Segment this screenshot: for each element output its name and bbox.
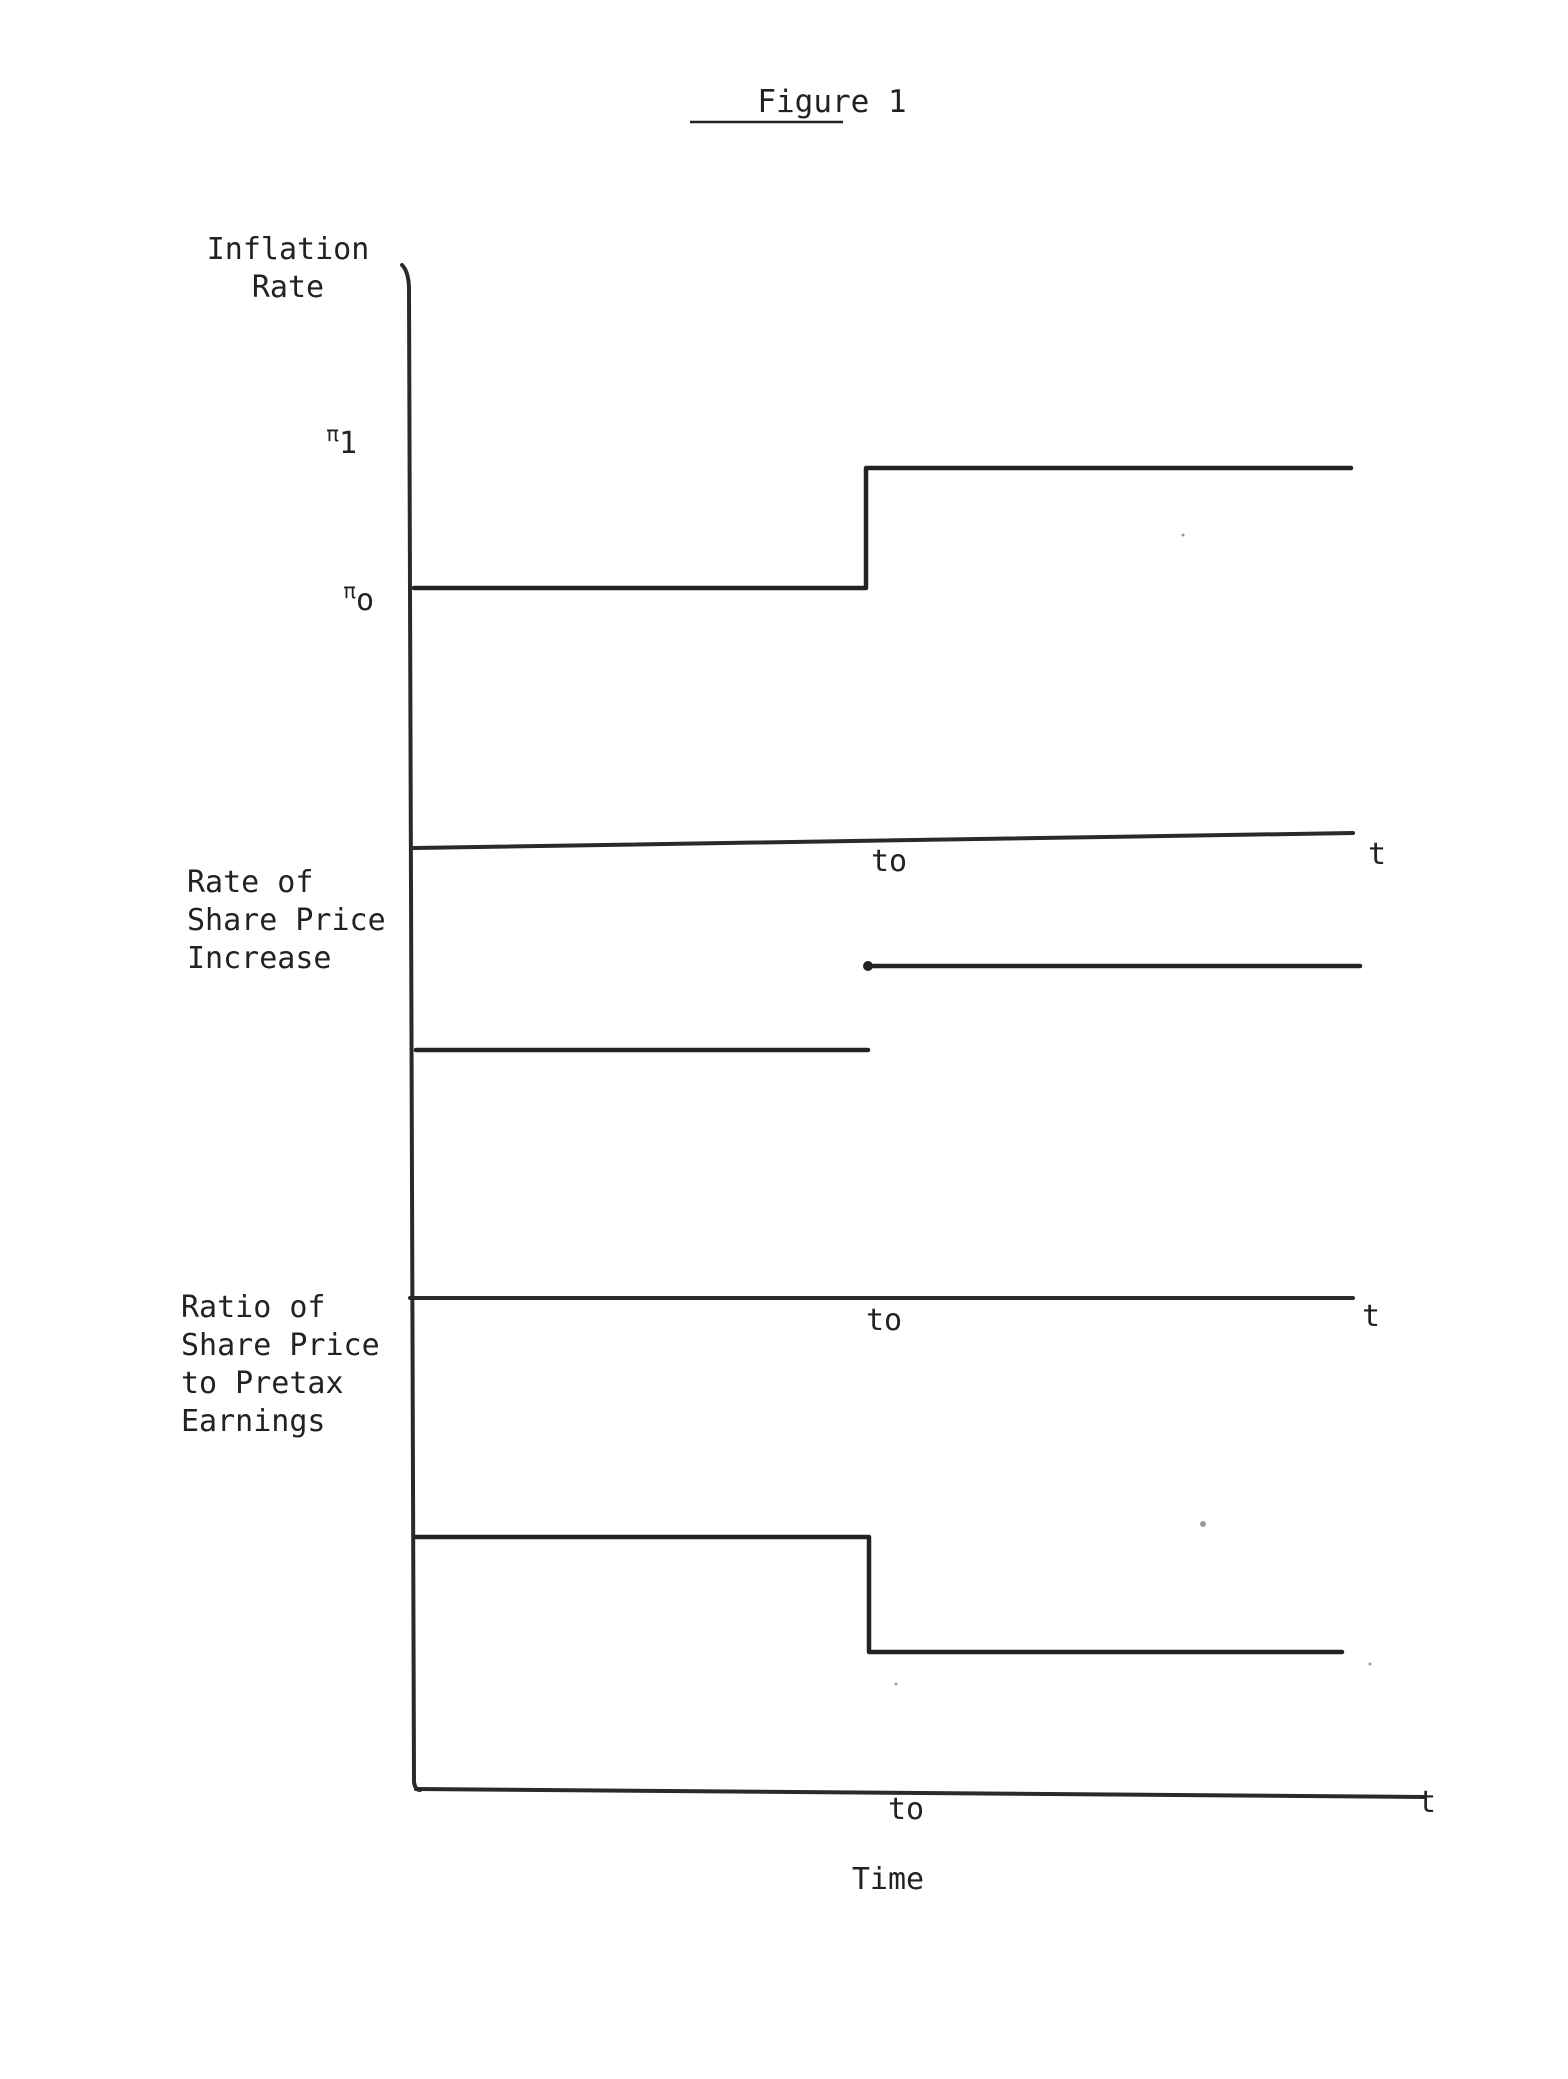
panel1-ytick-pi0-base: π	[343, 579, 356, 603]
figure-title: Figure 1	[757, 84, 907, 120]
panel1-ytick-pi1-base: π	[326, 422, 339, 446]
panel1-ytick-pi0	[343, 579, 374, 618]
panel1-ytick-pi1-sub: 1	[338, 426, 357, 461]
panel2-jump-marker	[863, 961, 873, 971]
panel1-ylabel-line1: Inflation	[206, 232, 370, 267]
panel2-xtick-t: t	[1361, 1299, 1381, 1334]
scan-specks	[895, 534, 1372, 1686]
scan-speck	[1182, 534, 1185, 537]
scan-speck	[1369, 1663, 1372, 1666]
panel2-ylabel-line1: Rate of	[187, 865, 314, 900]
panel1-series-line	[414, 468, 1351, 588]
panel3-series-line	[416, 1537, 1342, 1652]
panel3-ylabel-line3: to Pretax	[181, 1366, 344, 1401]
panel1-xtick-t: t	[1367, 837, 1387, 872]
panel3-xtick-to: to	[887, 1792, 925, 1827]
panel1-ytick-pi0-sub: o	[355, 583, 374, 618]
panel2-xtick-to: to	[865, 1303, 903, 1338]
panel2-ylabel-line2: Share Price	[187, 903, 386, 938]
panel1-xtick-to: to	[870, 844, 908, 879]
panel-ratio-share-price-to-pretax-earnings	[181, 1290, 1436, 1897]
scan-speck	[1200, 1521, 1206, 1527]
panel3-ylabel-line4: Earnings	[181, 1404, 326, 1439]
panel1-ylabel-line2: Rate	[251, 270, 325, 305]
panel2-ylabel-line3: Increase	[187, 941, 332, 976]
panel-inflation-rate	[207, 232, 1386, 879]
panel-rate-of-share-price-increase	[187, 865, 1380, 1338]
y-axis	[402, 265, 420, 1790]
x-axis-label-time: Time	[851, 1862, 925, 1897]
panel3-ylabel-line2: Share Price	[181, 1328, 380, 1363]
scan-speck	[895, 1683, 898, 1686]
panel3-xtick-t: t	[1417, 1785, 1437, 1820]
panel1-ytick-pi1	[326, 422, 357, 461]
panel3-ylabel-line1: Ratio of	[181, 1290, 326, 1325]
